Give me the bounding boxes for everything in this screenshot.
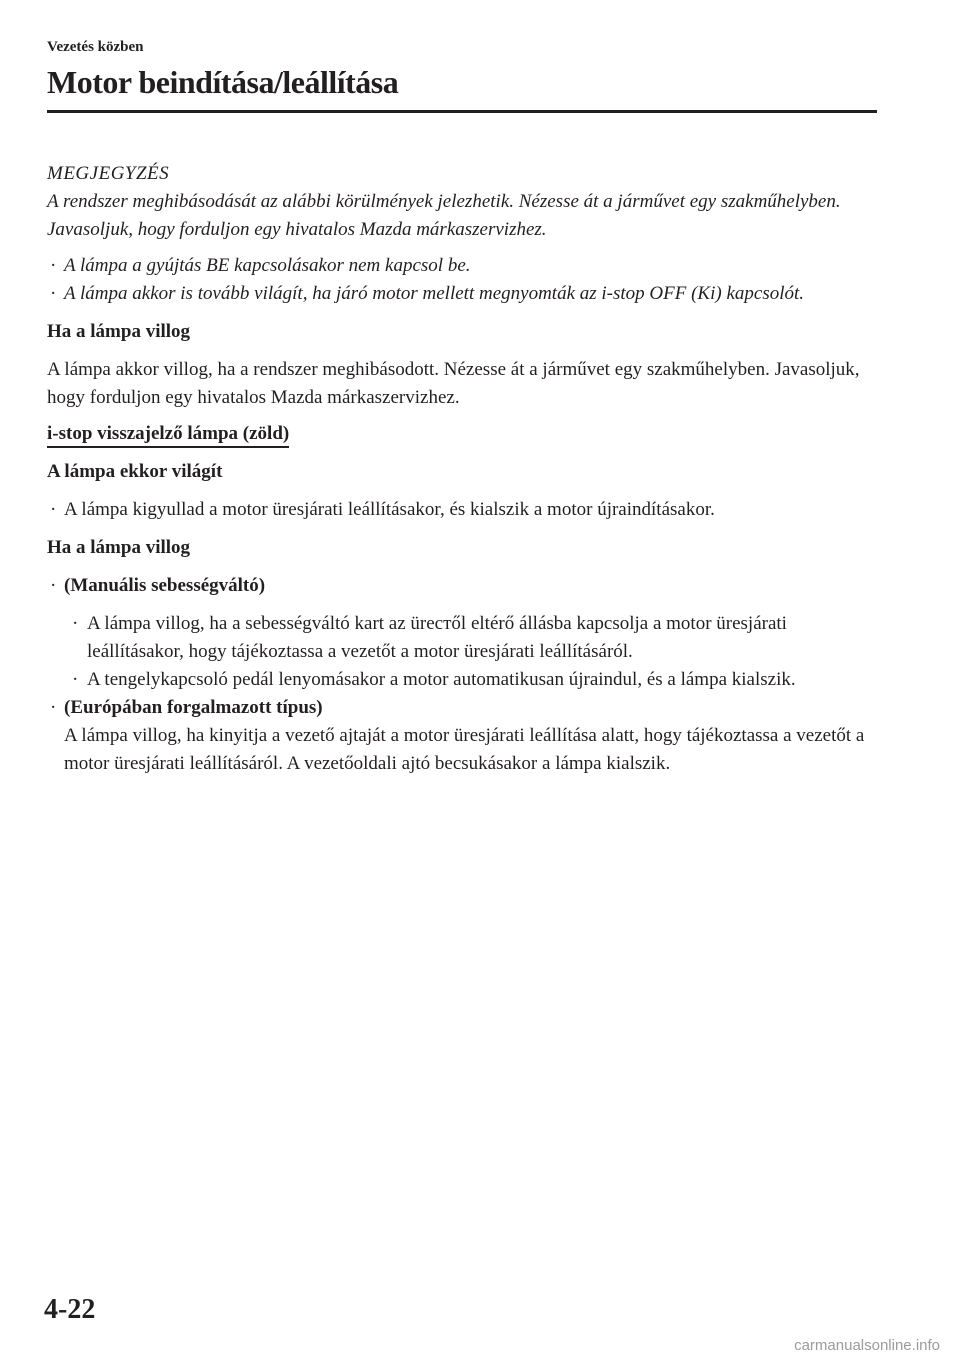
- blink-heading: Ha a lámpa villog: [47, 537, 191, 558]
- bullet-dot-icon: ·: [72, 669, 79, 690]
- page-title: Motor beindítása/leállítása: [47, 64, 399, 100]
- section-text: A lámpa akkor villog, ha a rendszer meghibásodott. Nézesse át a járművet egy szakműhelyben. Javasoljuk, hogy forduljon egy hivatalos Mazda márkaszervizhez.: [47, 359, 860, 408]
- list-item: [47, 572, 877, 600]
- blink-bullet-list: [47, 572, 877, 600]
- istop-section: [47, 412, 877, 778]
- europe-bullet-list: [47, 694, 877, 778]
- manual-transmission-label: (Manuális sebességváltó): [64, 575, 266, 596]
- bullet-dot-icon: ·: [50, 255, 57, 276]
- section-label: Vezetés közben: [47, 39, 144, 55]
- lit-heading: A lámpa ekkor világít: [47, 461, 223, 482]
- note-title: MEGJEGYZÉS: [47, 163, 170, 184]
- note-bullet-list: [47, 252, 877, 308]
- bullet-dot-icon: ·: [72, 613, 79, 634]
- watermark: carmanualsonline.info: [794, 1337, 940, 1354]
- page-number: 4-22: [44, 1294, 96, 1325]
- bullet-dot-icon: ·: [50, 575, 57, 596]
- list-item: [69, 666, 877, 694]
- note-box: [47, 160, 877, 308]
- bullet-dot-icon: ·: [50, 283, 57, 304]
- manual-sub-bullet-list: [47, 610, 877, 694]
- blink-section-warning: [47, 318, 877, 412]
- list-item: [47, 280, 877, 308]
- list-item-text: A lámpa kigyullad a motor üresjárati leállításakor, és kialszik a motor újraindításakor.: [64, 499, 715, 520]
- europe-model-label: (Európában forgalmazott típus): [64, 697, 323, 718]
- header-divider: [47, 110, 877, 113]
- bullet-dot-icon: ·: [50, 697, 57, 718]
- lit-bullet-list: [47, 496, 877, 524]
- page-header: [47, 38, 877, 100]
- list-item: [47, 496, 877, 524]
- list-item-text: A lámpa akkor is tovább világít, ha járó motor mellett megnyomták az i-stop OFF (Ki) kapcsolót.: [64, 283, 805, 304]
- list-item-text: A tengelykapcsoló pedál lenyomásakor a motor automatikusan újraindul, és a lámpa kialszik.: [87, 669, 796, 690]
- list-item-text: A lámpa villog, ha a sebességváltó kart az üreстől eltérő állásba kapcsolja a motor üresjárati leállításakor, hogy tájékoztassa a vezetőt a motor üresjárati leállításáról.: [87, 613, 787, 662]
- section-heading: Ha a lámpa villog: [47, 321, 191, 342]
- list-item: [69, 610, 877, 666]
- list-item: [47, 694, 877, 778]
- bullet-dot-icon: ·: [50, 499, 57, 520]
- note-text: A rendszer meghibásodását az alábbi körülmények jelezhetik. Nézesse át a járművet egy szakműhelyben. Javasoljuk, hogy forduljon egy hivatalos Mazda márkaszervizhez.: [47, 191, 841, 240]
- istop-heading: i-stop visszajelző lámpa (zöld): [47, 422, 289, 448]
- list-item-text: A lámpa a gyújtás BE kapcsolásakor nem kapcsol be.: [64, 255, 471, 276]
- page-content: [47, 160, 877, 778]
- list-item: [47, 252, 877, 280]
- europe-model-text: A lámpa villog, ha kinyitja a vezető ajtaját a motor üresjárati leállítása alatt, hogy tájékoztassa a vezetőt a motor üresjárati leállításáról. A vezetőoldali ajtó becsukásakor a lámpa kialszik.: [64, 725, 865, 774]
